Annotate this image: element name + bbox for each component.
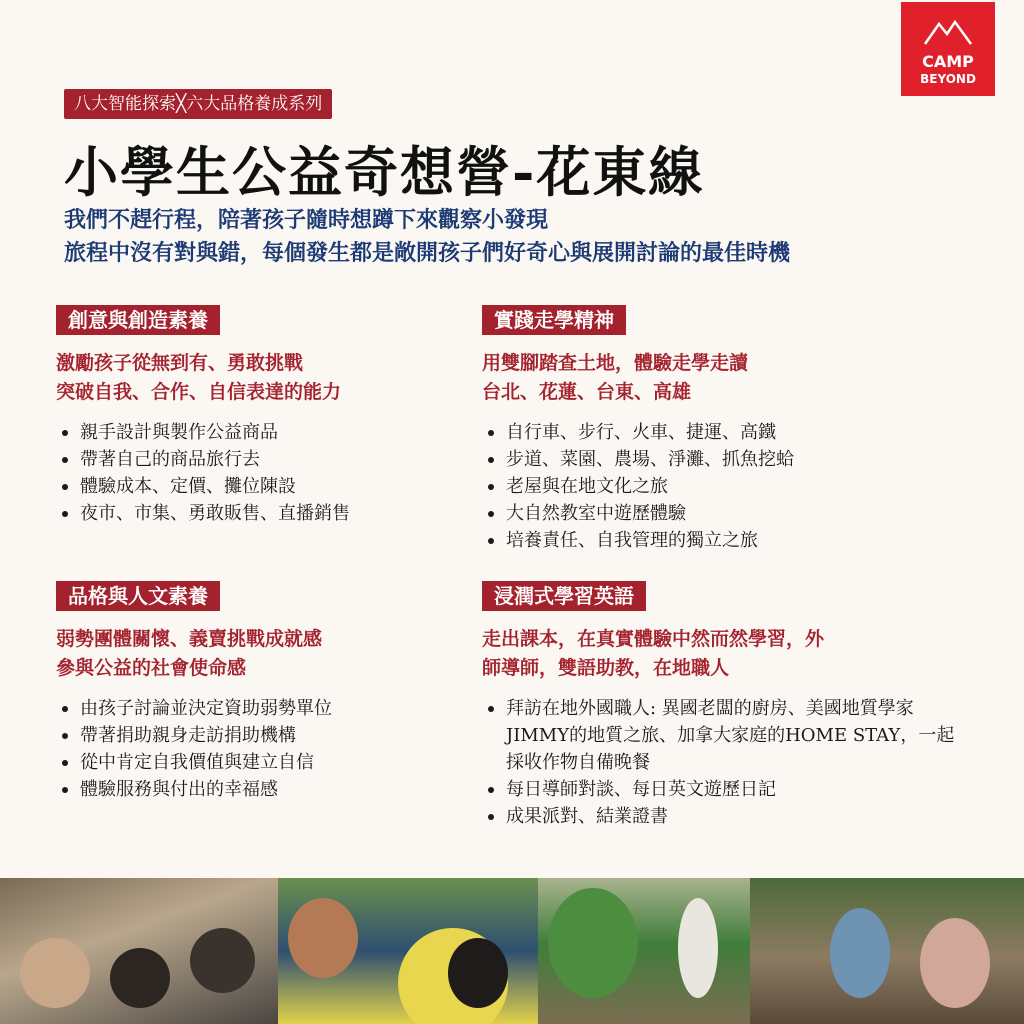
intro-text — [64, 204, 790, 270]
subtitle-line: 弱勢團體關懷、義賣挑戰成就感 — [56, 628, 323, 650]
list-item: 每日導師對談、每日英文遊歷日記 — [482, 776, 972, 803]
section-subtitle — [482, 625, 972, 683]
list-item: 由孩子討論並決定資助弱勢單位 — [56, 695, 476, 722]
logo-line1: CAMP — [922, 52, 974, 71]
photo-kids-crafting — [0, 878, 278, 1024]
section-creativity — [56, 305, 476, 527]
bullet-list — [56, 695, 476, 803]
section-subtitle — [56, 625, 476, 683]
subtitle-line: 台北、花蓮、台東、高雄 — [482, 381, 692, 403]
section-heading: 創意與創造素養 — [56, 305, 220, 335]
list-item: 親手設計與製作公益商品 — [56, 419, 476, 446]
section-heading: 品格與人文素養 — [56, 581, 220, 611]
photo-strip — [0, 878, 1024, 1024]
photo-nature-walk — [538, 878, 750, 1024]
series-tag: 八大智能探索╳六大品格養成系列 — [64, 89, 332, 119]
list-item: 老屋與在地文化之旅 — [482, 473, 972, 500]
subtitle-line: 參與公益的社會使命感 — [56, 657, 247, 679]
subtitle-line: 師導師，雙語助教，在地職人 — [482, 657, 730, 679]
intro-line: 旅程中沒有對與錯，每個發生都是敞開孩子們好奇心與展開討論的最佳時機 — [64, 240, 791, 266]
section-subtitle — [482, 349, 972, 407]
bullet-list — [56, 419, 476, 527]
list-item: 帶著捐助親身走訪捐助機構 — [56, 722, 476, 749]
bullet-list — [482, 695, 972, 830]
list-item: 成果派對、結業證書 — [482, 803, 972, 830]
section-heading: 浸潤式學習英語 — [482, 581, 646, 611]
list-item: 夜市、市集、勇敢販售、直播銷售 — [56, 500, 476, 527]
page-title: 小學生公益奇想營-花東線 — [64, 140, 705, 204]
list-item: 拜訪在地外國職人: 異國老闆的廚房、美國地質學家JIMMY的地質之旅、加拿大家庭的HOME STAY，一起採收作物自備晚餐 — [482, 695, 957, 776]
subtitle-line: 走出課本，在真實體驗中然而然學習，外 — [482, 628, 825, 650]
list-item: 步道、菜園、農場、淨灘、抓魚挖蛤 — [482, 446, 972, 473]
list-item: 從中肯定自我價值與建立自信 — [56, 749, 476, 776]
subtitle-line: 激勵孩子從無到有、勇敢挑戰 — [56, 352, 304, 374]
subtitle-line: 突破自我、合作、自信表達的能力 — [56, 381, 342, 403]
photo-group-activity — [278, 878, 538, 1024]
camp-beyond-logo — [901, 2, 995, 96]
section-practice — [482, 305, 972, 554]
logo-line2: BEYOND — [920, 72, 976, 86]
list-item: 帶著自己的商品旅行去 — [56, 446, 476, 473]
list-item: 大自然教室中遊歷體驗 — [482, 500, 972, 527]
section-character — [56, 581, 476, 803]
section-english — [482, 581, 972, 830]
bullet-list — [482, 419, 972, 554]
mountain-icon — [923, 18, 973, 46]
section-subtitle — [56, 349, 476, 407]
subtitle-line: 用雙腳踏查土地，體驗走學走讀 — [482, 352, 749, 374]
intro-line: 我們不趕行程，陪著孩子隨時想蹲下來觀察小發現 — [64, 207, 549, 233]
list-item: 培養責任、自我管理的獨立之旅 — [482, 527, 972, 554]
list-item: 自行車、步行、火車、捷運、高鐵 — [482, 419, 972, 446]
list-item: 體驗成本、定價、攤位陳設 — [56, 473, 476, 500]
photo-building-outdoors — [750, 878, 1024, 1024]
list-item: 體驗服務與付出的幸福感 — [56, 776, 476, 803]
section-heading: 實踐走學精神 — [482, 305, 626, 335]
